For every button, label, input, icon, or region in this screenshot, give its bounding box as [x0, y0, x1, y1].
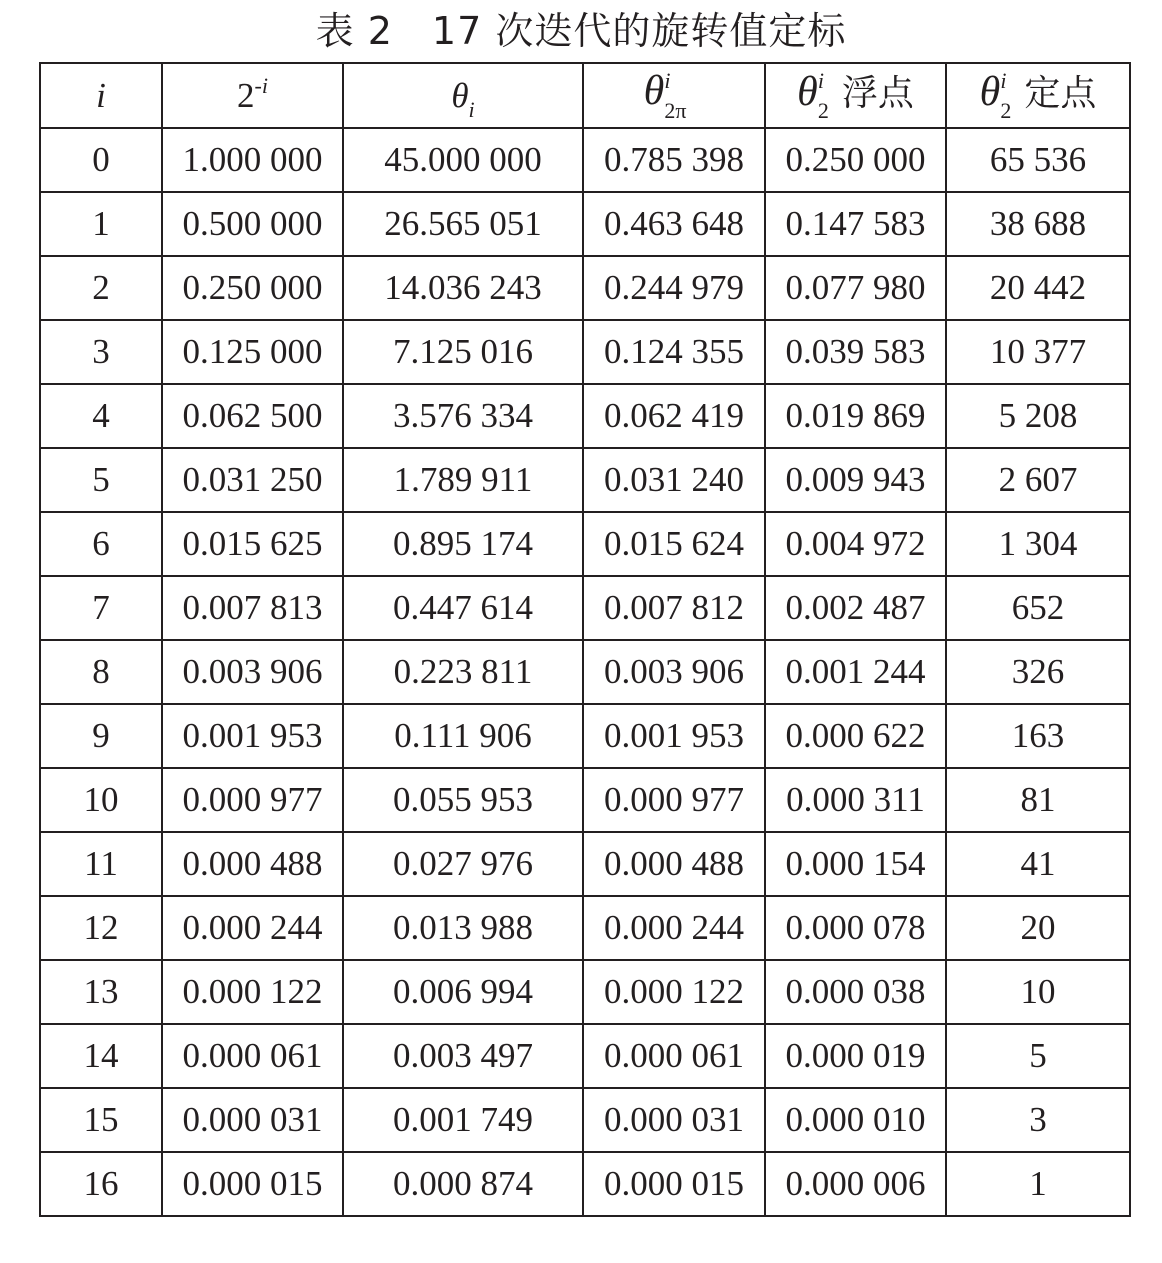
cell-pow: 0.125 000 [162, 320, 343, 384]
cell-theta: 3.576 334 [343, 384, 583, 448]
table-row [40, 192, 1130, 256]
header-pow [162, 63, 343, 128]
header-fixed-subscript: 2 [1000, 98, 1012, 124]
table-row [40, 1024, 1130, 1088]
table-row [40, 384, 1130, 448]
cell-float: 0.000 078 [765, 896, 946, 960]
cell-i: 0 [40, 128, 162, 192]
cell-theta: 0.003 497 [343, 1024, 583, 1088]
table-row [40, 832, 1130, 896]
cell-float: 0.000 311 [765, 768, 946, 832]
cell-i: 10 [40, 768, 162, 832]
header-row [40, 63, 1130, 128]
cell-theta-2pi: 0.000 122 [583, 960, 765, 1024]
cell-pow: 0.015 625 [162, 512, 343, 576]
cell-i: 14 [40, 1024, 162, 1088]
cell-float: 0.004 972 [765, 512, 946, 576]
cell-pow: 0.007 813 [162, 576, 343, 640]
cell-fixed: 2 607 [946, 448, 1130, 512]
cell-pow: 0.000 015 [162, 1152, 343, 1216]
cell-fixed: 1 304 [946, 512, 1130, 576]
cell-theta-2pi: 0.031 240 [583, 448, 765, 512]
cell-pow: 0.003 906 [162, 640, 343, 704]
cell-theta-2pi: 0.000 244 [583, 896, 765, 960]
table-row [40, 256, 1130, 320]
cell-theta-2pi: 0.124 355 [583, 320, 765, 384]
cell-theta: 7.125 016 [343, 320, 583, 384]
cell-theta: 0.001 749 [343, 1088, 583, 1152]
table-row [40, 576, 1130, 640]
cell-theta: 0.895 174 [343, 512, 583, 576]
table-row [40, 768, 1130, 832]
cell-float: 0.000 154 [765, 832, 946, 896]
cell-i: 11 [40, 832, 162, 896]
header-theta-2pi-subscript: 2π [664, 97, 687, 123]
rotation-scaling-table [39, 62, 1131, 1217]
cell-i: 13 [40, 960, 162, 1024]
cell-fixed: 20 [946, 896, 1130, 960]
table-row [40, 320, 1130, 384]
cell-theta: 0.447 614 [343, 576, 583, 640]
cell-i: 16 [40, 1152, 162, 1216]
cell-fixed: 20 442 [946, 256, 1130, 320]
cell-pow: 1.000 000 [162, 128, 343, 192]
cell-theta-2pi: 0.000 031 [583, 1088, 765, 1152]
cell-theta: 14.036 243 [343, 256, 583, 320]
header-fixed-label: 定点 [1024, 72, 1097, 114]
cell-fixed: 10 [946, 960, 1130, 1024]
header-i [40, 63, 162, 128]
cell-pow: 0.000 488 [162, 832, 343, 896]
table-row [40, 1088, 1130, 1152]
cell-i: 15 [40, 1088, 162, 1152]
header-theta-subscript: i [468, 96, 475, 122]
cell-i: 12 [40, 896, 162, 960]
header-fixed-superscript: i [1000, 68, 1007, 94]
cell-theta: 0.006 994 [343, 960, 583, 1024]
cell-pow: 0.500 000 [162, 192, 343, 256]
table-row [40, 128, 1130, 192]
table-row [40, 448, 1130, 512]
header-i-symbol: i [96, 75, 106, 115]
table-row [40, 640, 1130, 704]
cell-i: 8 [40, 640, 162, 704]
header-theta-2pi-symbol: θ [643, 67, 665, 114]
cell-pow: 0.000 244 [162, 896, 343, 960]
cell-float: 0.000 010 [765, 1088, 946, 1152]
cell-float: 0.001 244 [765, 640, 946, 704]
header-theta-2pi [583, 63, 765, 128]
cell-theta-2pi: 0.000 061 [583, 1024, 765, 1088]
cell-pow: 0.000 977 [162, 768, 343, 832]
cell-fixed: 652 [946, 576, 1130, 640]
cell-fixed: 65 536 [946, 128, 1130, 192]
cell-theta: 45.000 000 [343, 128, 583, 192]
cell-fixed: 41 [946, 832, 1130, 896]
cell-float: 0.000 038 [765, 960, 946, 1024]
cell-theta: 0.000 874 [343, 1152, 583, 1216]
cell-float: 0.250 000 [765, 128, 946, 192]
cell-theta: 26.565 051 [343, 192, 583, 256]
header-theta [343, 63, 583, 128]
cell-fixed: 10 377 [946, 320, 1130, 384]
cell-fixed: 38 688 [946, 192, 1130, 256]
cell-theta-2pi: 0.015 624 [583, 512, 765, 576]
table-row [40, 896, 1130, 960]
cell-float: 0.147 583 [765, 192, 946, 256]
cell-theta-2pi: 0.244 979 [583, 256, 765, 320]
cell-theta: 0.223 811 [343, 640, 583, 704]
cell-float: 0.000 622 [765, 704, 946, 768]
table-caption: 表 2 17 次迭代的旋转值定标 [315, 9, 847, 53]
cell-float: 0.039 583 [765, 320, 946, 384]
cell-theta-2pi: 0.062 419 [583, 384, 765, 448]
cell-theta: 0.027 976 [343, 832, 583, 896]
cell-theta-2pi: 0.007 812 [583, 576, 765, 640]
cell-theta-2pi: 0.785 398 [583, 128, 765, 192]
cell-pow: 0.001 953 [162, 704, 343, 768]
cell-theta-2pi: 0.000 488 [583, 832, 765, 896]
header-float-label: 浮点 [841, 72, 914, 114]
cell-float: 0.077 980 [765, 256, 946, 320]
cell-fixed: 163 [946, 704, 1130, 768]
cell-theta-2pi: 0.001 953 [583, 704, 765, 768]
cell-theta-2pi: 0.003 906 [583, 640, 765, 704]
cell-float: 0.002 487 [765, 576, 946, 640]
header-float-superscript: i [817, 68, 824, 94]
cell-i: 9 [40, 704, 162, 768]
cell-float: 0.009 943 [765, 448, 946, 512]
cell-theta-2pi: 0.463 648 [583, 192, 765, 256]
cell-pow: 0.000 061 [162, 1024, 343, 1088]
cell-fixed: 5 208 [946, 384, 1130, 448]
table-row [40, 704, 1130, 768]
cell-i: 1 [40, 192, 162, 256]
header-theta-symbol: θ [451, 75, 469, 115]
cell-fixed: 326 [946, 640, 1130, 704]
cell-theta: 0.013 988 [343, 896, 583, 960]
cell-pow: 0.031 250 [162, 448, 343, 512]
cell-fixed: 81 [946, 768, 1130, 832]
cell-i: 7 [40, 576, 162, 640]
header-float [765, 63, 946, 128]
cell-theta: 0.055 953 [343, 768, 583, 832]
cell-i: 5 [40, 448, 162, 512]
cell-fixed: 5 [946, 1024, 1130, 1088]
cell-i: 3 [40, 320, 162, 384]
cell-float: 0.000 019 [765, 1024, 946, 1088]
header-theta-2pi-superscript: i [664, 67, 671, 93]
cell-pow: 0.250 000 [162, 256, 343, 320]
cell-theta: 0.111 906 [343, 704, 583, 768]
cell-float: 0.000 006 [765, 1152, 946, 1216]
table-row [40, 1152, 1130, 1216]
cell-theta-2pi: 0.000 015 [583, 1152, 765, 1216]
cell-fixed: 3 [946, 1088, 1130, 1152]
header-pow-exponent: -i [254, 72, 268, 98]
header-fixed-symbol: θ [979, 68, 1001, 115]
cell-i: 2 [40, 256, 162, 320]
cell-i: 4 [40, 384, 162, 448]
cell-float: 0.019 869 [765, 384, 946, 448]
cell-theta: 1.789 911 [343, 448, 583, 512]
cell-fixed: 1 [946, 1152, 1130, 1216]
header-float-symbol: θ [797, 68, 818, 115]
header-float-subscript: 2 [817, 98, 829, 124]
cell-pow: 0.000 122 [162, 960, 343, 1024]
cell-pow: 0.000 031 [162, 1088, 343, 1152]
cell-i: 6 [40, 512, 162, 576]
cell-pow: 0.062 500 [162, 384, 343, 448]
table-row [40, 960, 1130, 1024]
header-fixed [946, 63, 1130, 128]
cell-theta-2pi: 0.000 977 [583, 768, 765, 832]
header-pow-base: 2 [237, 75, 255, 115]
table-row [40, 512, 1130, 576]
